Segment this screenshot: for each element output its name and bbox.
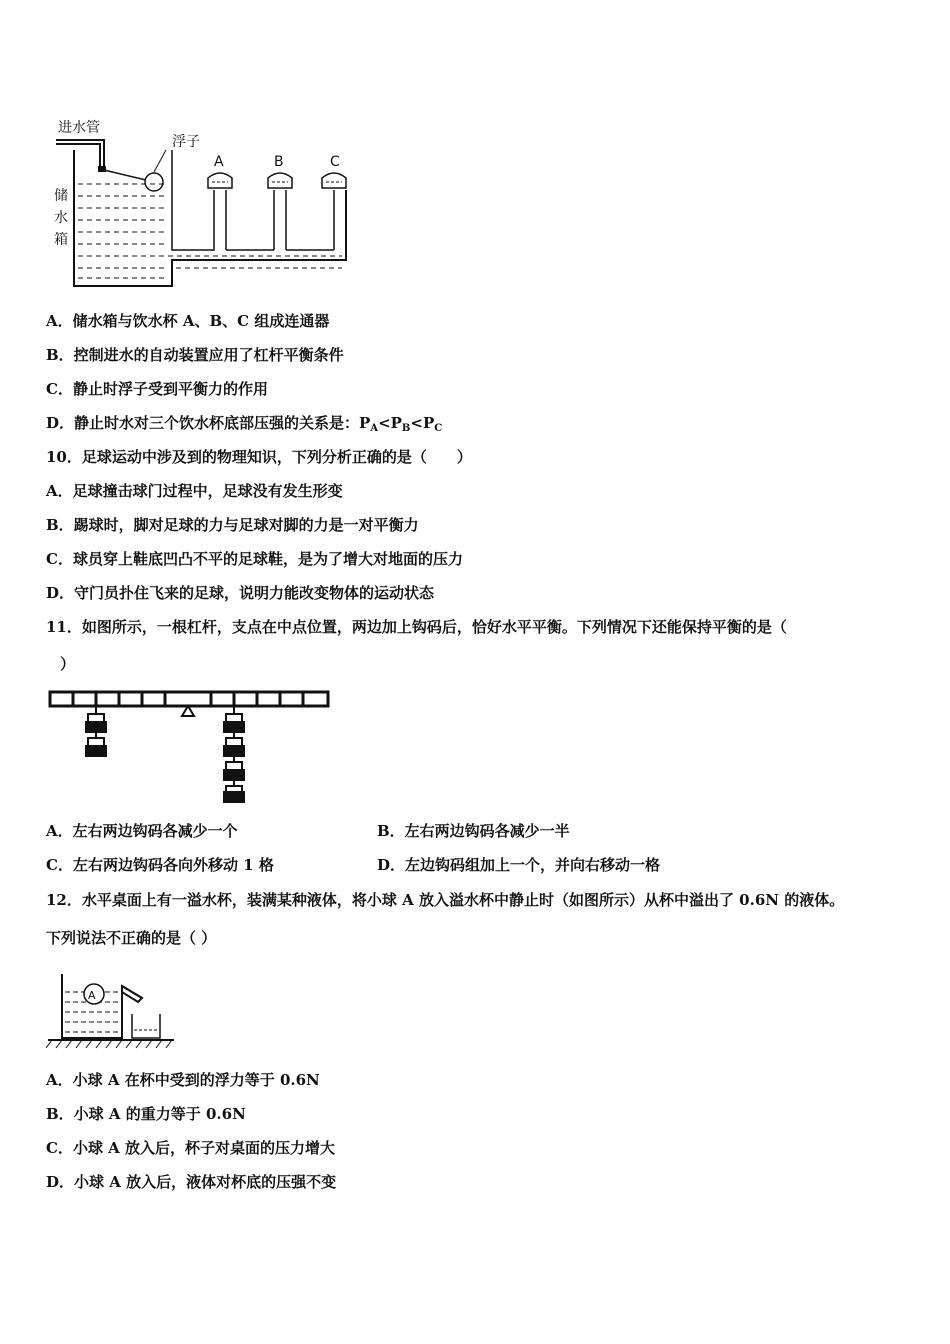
q11-option-a: A．左右两边钩码各减少一个 [46, 822, 238, 840]
q12-option-d: D．小球 A 放入后，液体对杯底的压强不变 [46, 1173, 337, 1191]
inlet-pipe-label: 进水管 [58, 120, 100, 136]
q12-option-a: A．小球 A 在杯中受到的浮力等于 0.6N [46, 1071, 320, 1089]
q10-option-c: C．球员穿上鞋底凹凸不平的足球鞋，是为了增大对地面的压力 [46, 550, 463, 568]
q10-option-d: D．守门员扑住飞来的足球，说明力能改变物体的运动状态 [46, 584, 435, 602]
less-than-1: < [378, 414, 391, 432]
water-tank-figure [46, 110, 366, 290]
cup-a [208, 154, 232, 188]
lever-figure [46, 688, 336, 806]
water-tank-svg [46, 110, 366, 290]
q9-option-b: B．控制进水的自动装置应用了杠杆平衡条件 [46, 346, 344, 364]
right-weights [224, 706, 244, 802]
q12-option-c: C．小球 A 放入后，杯子对桌面的压力增大 [46, 1139, 336, 1157]
pressure-sub-c: C [434, 423, 443, 434]
q9-option-d-text: D．静止时水对三个饮水杯底部压强的关系是： [46, 414, 360, 432]
small-beaker [132, 1014, 160, 1038]
q11-stem-line2: ） [60, 655, 76, 673]
ball-a-label: A [88, 989, 96, 1002]
cup-b-label: B [274, 154, 284, 170]
less-than-2: < [410, 414, 423, 432]
q10-stem: 10．足球运动中涉及到的物理知识，下列分析正确的是（ ） [46, 448, 472, 466]
q12-option-b: B．小球 A 的重力等于 0.6N [46, 1105, 246, 1123]
lever-bar [50, 692, 328, 706]
q11-option-c: C．左右两边钩码各向外移动 1 格 [46, 856, 274, 874]
float-label: 浮子 [172, 134, 200, 150]
q10-option-a: A．足球撞击球门过程中，足球没有发生形变 [46, 482, 343, 500]
q9-option-a: A．储水箱与饮水杯 A、B、C 组成连通器 [46, 312, 330, 330]
q11-option-d: D．左边钩码组加上一个，并向右移动一格 [377, 856, 661, 874]
pressure-p-a: P [359, 414, 371, 432]
q9-option-c: C．静止时浮子受到平衡力的作用 [46, 380, 268, 398]
float-ball [145, 173, 163, 191]
q9-option-d [46, 413, 442, 439]
left-weights [86, 706, 106, 756]
pressure-sub-a: A [370, 423, 379, 434]
q10-option-b: B．踢球时，脚对足球的力与足球对脚的力是一对平衡力 [46, 516, 419, 534]
q12-stem-line2: 下列说法不正确的是（ ） [46, 929, 217, 947]
overflow-cup-figure [46, 968, 176, 1050]
cup-a-label: A [214, 154, 224, 170]
tank-label-1: 储 [54, 188, 68, 204]
q11-option-b: B．左右两边钩码各减少一半 [377, 822, 570, 840]
cup-c-label: C [330, 154, 340, 170]
pressure-sub-b: B [401, 423, 411, 434]
tank-label-3: 箱 [54, 232, 68, 248]
q11-stem-line1: 11．如图所示，一根杠杆，支点在中点位置，两边加上钩码后，恰好水平平衡。下列情况下还能保持平衡的是（ [46, 618, 787, 636]
cup-b [268, 154, 292, 188]
pressure-p-c: P [422, 414, 435, 432]
q12-stem-line1: 12．水平桌面上有一溢水杯，装满某种液体，将小球 A 放入溢水杯中静止时（如图所示）从杯中溢出了 0.6N 的液体。 [46, 891, 845, 909]
overflow-cup-svg [46, 968, 176, 1050]
tank-label-2: 水 [54, 210, 68, 226]
lever-svg [46, 688, 336, 806]
cup-c [322, 154, 346, 188]
pressure-p-b: P [390, 414, 402, 432]
